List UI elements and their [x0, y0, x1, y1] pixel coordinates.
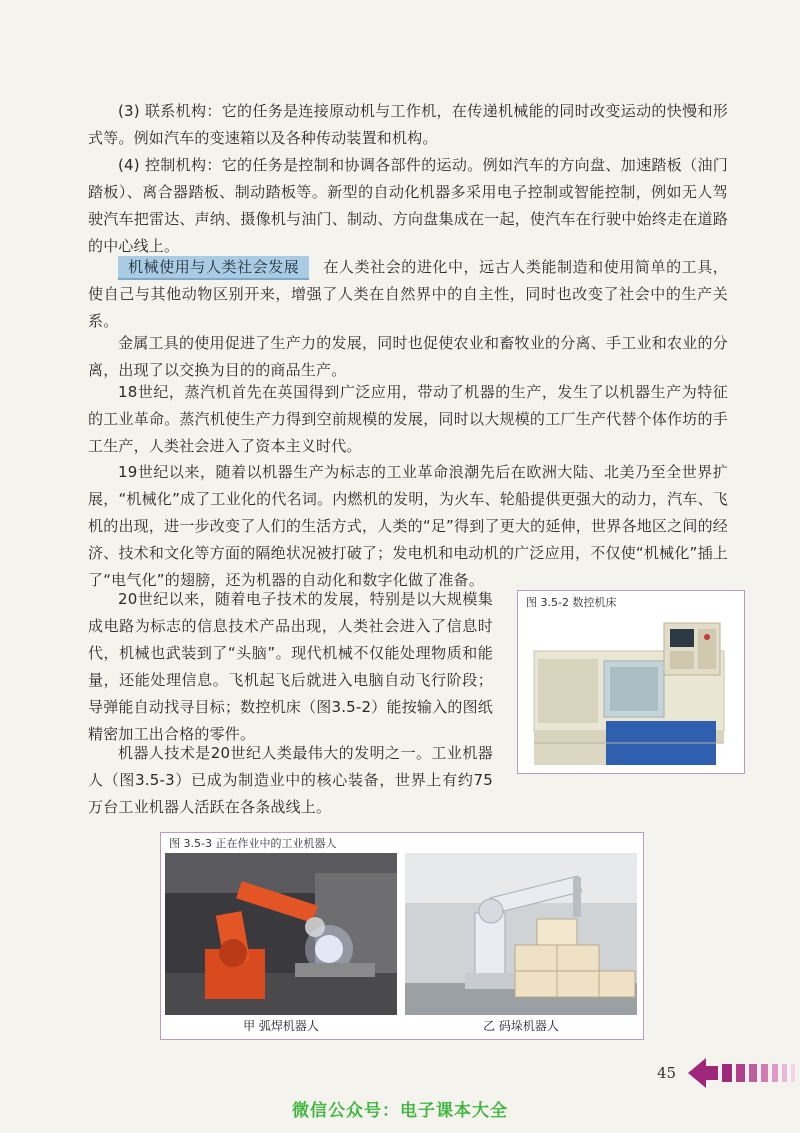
photo-palletizing-robot — [405, 853, 637, 1015]
paragraph-18th-century: 18世纪，蒸汽机首先在英国得到广泛应用，带动了机器的生产，发生了以机器生产为特征的工业革命。蒸汽机使生产力得到空前规模的发展，同时以大规模的工厂生产代替个体作坊的手工生产，人类社会进入了资本主义时代。 — [88, 383, 728, 455]
figure-caption: 图 3.5-3 正在作业中的工业机器人 — [169, 837, 337, 850]
page-arrow-icon — [688, 1056, 800, 1090]
paragraph-metal-tools: 金属工具的使用促进了生产力的发展，同时也促使农业和畜牧业的分离、手工业和农业的分离，出现了以交换为目的的商品生产。 — [88, 334, 728, 379]
caption-palletizing-robot: 乙 码垛机器人 — [483, 1019, 559, 1033]
cnc-machine-illustration — [526, 611, 736, 769]
photo-arc-welding-robot — [165, 853, 397, 1015]
paragraph-20th-century: 20世纪以来，随着电子技术的发展，特别是以大规模集成电路为标志的信息技术产品出现，人类社会进入了信息时代，机械也武装到了“头脑”。现代机械不仅能处理物质和能量，还能处理信息。飞机起飞后就进入电脑自动飞行阶段；导弹能自动找寻目标；数控机床（图3.5-2）能按输入的图纸精密加工出合格的零件。 — [88, 590, 493, 743]
footer-watermark: 微信公众号：电子课本大全 — [292, 1101, 508, 1121]
paragraph-19th-century: 19世纪以来，随着以机器生产为标志的工业革命浪潮先后在欧洲大陆、北美乃至全世界扩展，“机械化”成了工业化的代名词。内燃机的发明，为火车、轮船提供更强大的动力，汽车、飞机的出现，进一步改变了人们的生活方式，人类的“足”得到了更大的延伸，世界各地区之间的经济、技术和文化等方面的隔绝状况被打破了；发电机和电动机的广泛应用，不仅使“机械化”插上了“电气化”的翅膀，还为机器的自动化和数字化做了准备。 — [88, 463, 728, 589]
caption-arc-welding-robot: 甲 弧焊机器人 — [243, 1019, 319, 1033]
paragraph-robots: 机器人技术是20世纪人类最伟大的发明之一。工业机器人（图3.5-3）已成为制造业中的核心装备，世界上有约75万台工业机器人活跃在各条战线上。 — [88, 744, 493, 816]
paragraph-society-text: 在人类社会的进化中，远古人类能制造和使用简单的工具，使自己与其他动物区别开来，增强了人类在自然界中的自主性，同时也改变了社会中的生产关系。 — [88, 258, 729, 330]
section-heading: 机械使用与人类社会发展 — [118, 256, 309, 280]
paragraph-society-intro — [88, 254, 728, 335]
paragraph-linkage-mechanism: (3) 联系机构：它的任务是连接原动机与工作机，在传递机械能的同时改变运动的快慢和形式等。例如汽车的变速箱以及各种传动装置和机构。 — [88, 102, 728, 147]
page-number: 45 — [657, 1064, 677, 1082]
paragraph-control-mechanism: (4) 控制机构：它的任务是控制和协调各部件的运动。例如汽车的方向盘、加速踏板（油门踏板）、离合器踏板、制动踏板等。新型的自动化机器多采用电子控制或智能控制，例如无人驾驶汽车把雷达、声纳、摄像机与油门、制动、方向盘集成在一起，使汽车在行驶中始终走在道路的中心线上。 — [88, 156, 728, 255]
figure-caption: 图 3.5-2 数控机床 — [526, 596, 617, 609]
figure-industrial-robots — [160, 832, 644, 1040]
figure-cnc-machine — [517, 590, 745, 774]
